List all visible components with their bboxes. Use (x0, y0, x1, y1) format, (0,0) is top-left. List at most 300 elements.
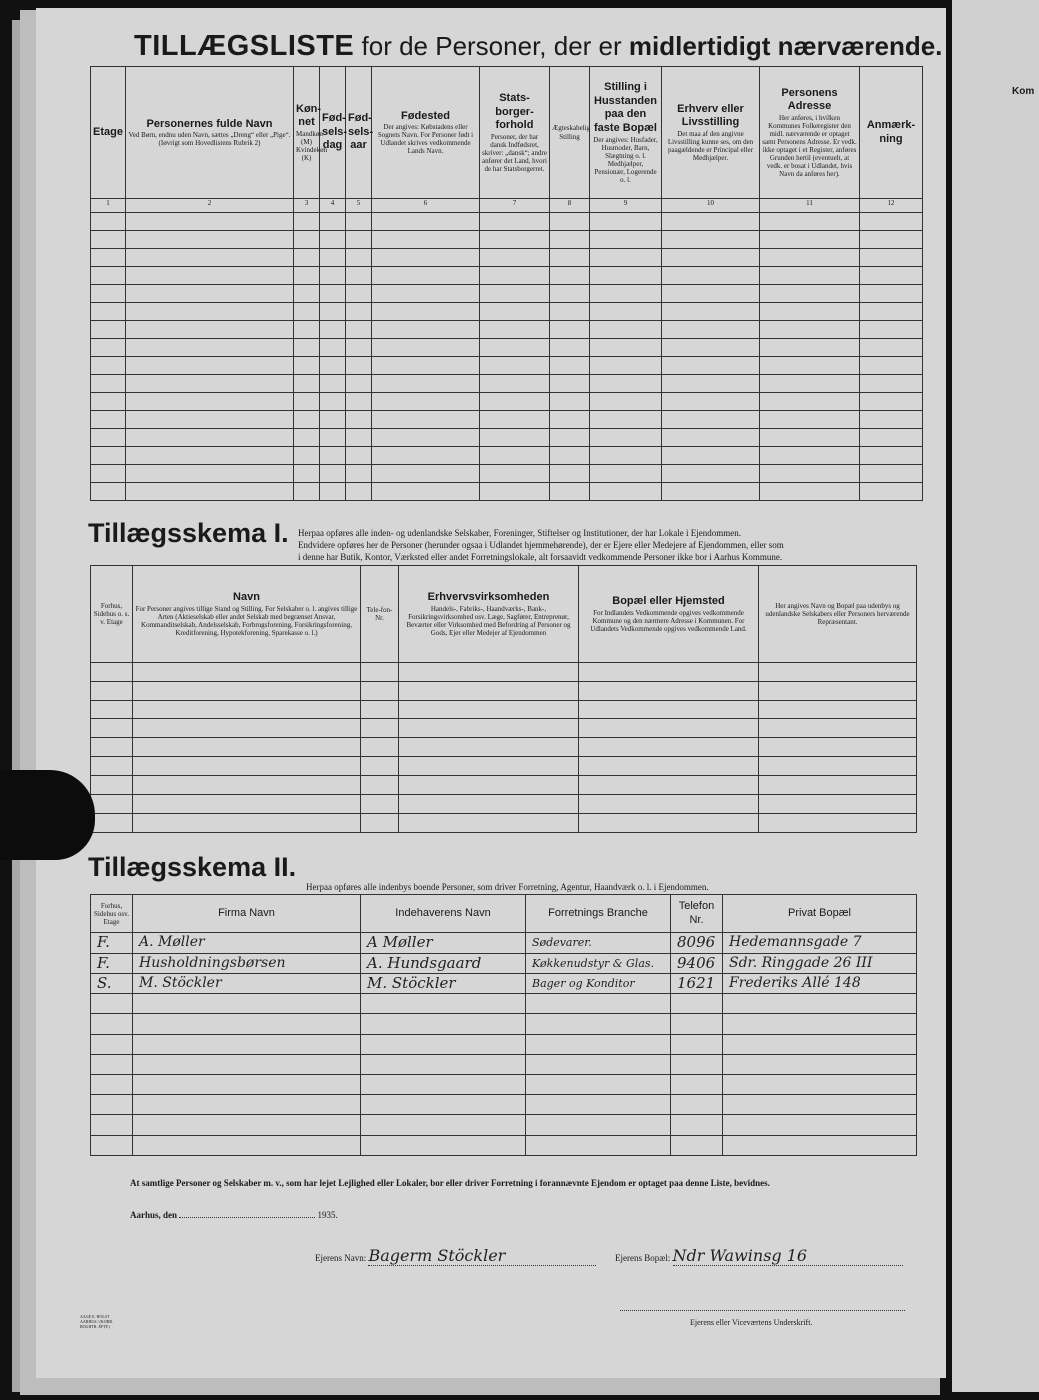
table-cell[interactable] (294, 429, 320, 447)
skema2-cell-etage[interactable] (91, 933, 133, 953)
skema1-cell[interactable] (133, 681, 361, 700)
table-cell[interactable] (346, 285, 372, 303)
table-cell[interactable] (372, 213, 480, 231)
table-cell[interactable] (91, 267, 126, 285)
table-cell[interactable] (372, 249, 480, 267)
skema1-cell[interactable] (133, 662, 361, 681)
skema1-cell[interactable] (759, 776, 917, 795)
skema2-cell-indehaver[interactable] (361, 1034, 526, 1054)
skema1-cell[interactable] (91, 813, 133, 832)
table-cell[interactable] (662, 375, 760, 393)
table-cell[interactable] (372, 285, 480, 303)
table-cell[interactable] (294, 357, 320, 375)
table-cell[interactable] (372, 447, 480, 465)
table-cell[interactable] (320, 321, 346, 339)
table-cell[interactable] (294, 303, 320, 321)
skema2-cell-etage[interactable] (91, 1034, 133, 1054)
table-cell[interactable] (550, 285, 590, 303)
table-cell[interactable] (126, 357, 294, 375)
skema2-cell-firma[interactable] (133, 1074, 361, 1094)
skema2-cell-branche[interactable] (526, 1054, 671, 1074)
skema1-cell[interactable] (579, 795, 759, 814)
table-cell[interactable] (550, 411, 590, 429)
skema2-cell-indehaver[interactable] (361, 953, 526, 973)
table-cell[interactable] (126, 447, 294, 465)
skema2-cell-firma[interactable] (133, 1014, 361, 1034)
table-cell[interactable] (480, 213, 550, 231)
skema2-cell-branche[interactable] (526, 973, 671, 993)
table-cell[interactable] (550, 231, 590, 249)
skema1-cell[interactable] (91, 738, 133, 757)
skema2-cell-telefon[interactable] (671, 933, 723, 953)
table-cell[interactable] (294, 393, 320, 411)
skema2-cell-branche[interactable] (526, 953, 671, 973)
table-cell[interactable] (372, 321, 480, 339)
table-cell[interactable] (294, 267, 320, 285)
skema2-cell-etage[interactable] (91, 1115, 133, 1135)
table-cell[interactable] (550, 483, 590, 501)
table-cell[interactable] (550, 447, 590, 465)
table-cell[interactable] (662, 483, 760, 501)
skema2-cell-firma[interactable] (133, 1034, 361, 1054)
table-cell[interactable] (346, 267, 372, 285)
skema2-cell-etage[interactable] (91, 973, 133, 993)
table-cell[interactable] (662, 321, 760, 339)
table-cell[interactable] (126, 429, 294, 447)
table-cell[interactable] (294, 483, 320, 501)
skema1-cell[interactable] (133, 776, 361, 795)
skema2-cell-indehaver[interactable] (361, 1115, 526, 1135)
table-cell[interactable] (294, 411, 320, 429)
table-cell[interactable] (860, 357, 923, 375)
table-cell[interactable] (550, 249, 590, 267)
table-cell[interactable] (126, 231, 294, 249)
table-cell[interactable] (860, 483, 923, 501)
table-cell[interactable] (126, 321, 294, 339)
skema1-cell[interactable] (759, 738, 917, 757)
skema2-cell-telefon[interactable] (671, 973, 723, 993)
skema2-cell-telefon[interactable] (671, 1034, 723, 1054)
table-cell[interactable] (662, 267, 760, 285)
table-cell[interactable] (480, 483, 550, 501)
skema2-cell-etage[interactable] (91, 994, 133, 1014)
table-cell[interactable] (860, 267, 923, 285)
skema2-cell-indehaver[interactable] (361, 1074, 526, 1094)
table-cell[interactable] (860, 285, 923, 303)
skema1-cell[interactable] (759, 813, 917, 832)
table-cell[interactable] (91, 285, 126, 303)
table-cell[interactable] (346, 303, 372, 321)
table-cell[interactable] (550, 303, 590, 321)
table-cell[interactable] (320, 249, 346, 267)
table-cell[interactable] (372, 303, 480, 321)
table-cell[interactable] (590, 357, 662, 375)
skema1-cell[interactable] (579, 681, 759, 700)
skema2-cell-branche[interactable] (526, 1014, 671, 1034)
skema1-cell[interactable] (91, 662, 133, 681)
skema2-cell-bopael[interactable] (723, 1034, 917, 1054)
table-cell[interactable] (294, 249, 320, 267)
skema2-cell-etage[interactable] (91, 1135, 133, 1155)
skema2-cell-bopael[interactable] (723, 1095, 917, 1115)
table-cell[interactable] (320, 339, 346, 357)
table-cell[interactable] (126, 393, 294, 411)
table-cell[interactable] (372, 339, 480, 357)
skema2-cell-telefon[interactable] (671, 1115, 723, 1135)
skema1-cell[interactable] (361, 738, 399, 757)
skema2-cell-indehaver[interactable] (361, 1095, 526, 1115)
table-cell[interactable] (860, 213, 923, 231)
table-cell[interactable] (126, 375, 294, 393)
table-cell[interactable] (662, 303, 760, 321)
table-cell[interactable] (662, 429, 760, 447)
table-cell[interactable] (480, 285, 550, 303)
table-cell[interactable] (91, 213, 126, 231)
table-cell[interactable] (760, 267, 860, 285)
table-cell[interactable] (294, 375, 320, 393)
table-cell[interactable] (294, 321, 320, 339)
skema2-cell-firma[interactable] (133, 1135, 361, 1155)
skema2-cell-branche[interactable] (526, 1034, 671, 1054)
table-cell[interactable] (346, 357, 372, 375)
table-cell[interactable] (760, 429, 860, 447)
table-cell[interactable] (294, 447, 320, 465)
skema1-cell[interactable] (133, 738, 361, 757)
skema1-cell[interactable] (91, 776, 133, 795)
table-cell[interactable] (294, 339, 320, 357)
table-cell[interactable] (590, 393, 662, 411)
table-cell[interactable] (760, 465, 860, 483)
skema1-cell[interactable] (133, 757, 361, 776)
table-cell[interactable] (91, 303, 126, 321)
skema2-cell-branche[interactable] (526, 994, 671, 1014)
skema2-cell-etage[interactable] (91, 1095, 133, 1115)
table-cell[interactable] (346, 465, 372, 483)
table-cell[interactable] (480, 267, 550, 285)
table-cell[interactable] (320, 483, 346, 501)
table-cell[interactable] (760, 411, 860, 429)
skema1-cell[interactable] (579, 776, 759, 795)
table-cell[interactable] (320, 393, 346, 411)
table-cell[interactable] (480, 321, 550, 339)
table-cell[interactable] (91, 411, 126, 429)
table-cell[interactable] (320, 231, 346, 249)
table-cell[interactable] (91, 321, 126, 339)
skema2-cell-bopael[interactable] (723, 1074, 917, 1094)
table-cell[interactable] (590, 213, 662, 231)
table-cell[interactable] (760, 357, 860, 375)
table-cell[interactable] (590, 321, 662, 339)
table-cell[interactable] (662, 411, 760, 429)
skema2-cell-indehaver[interactable] (361, 933, 526, 953)
table-cell[interactable] (590, 303, 662, 321)
table-cell[interactable] (320, 447, 346, 465)
skema2-cell-bopael[interactable] (723, 1115, 917, 1135)
table-cell[interactable] (91, 375, 126, 393)
table-cell[interactable] (480, 249, 550, 267)
table-cell[interactable] (550, 321, 590, 339)
skema2-cell-firma[interactable] (133, 1095, 361, 1115)
table-cell[interactable] (760, 483, 860, 501)
table-cell[interactable] (480, 429, 550, 447)
table-cell[interactable] (860, 321, 923, 339)
table-cell[interactable] (662, 285, 760, 303)
table-cell[interactable] (372, 393, 480, 411)
table-cell[interactable] (346, 411, 372, 429)
skema1-cell[interactable] (399, 681, 579, 700)
table-cell[interactable] (346, 249, 372, 267)
skema2-cell-indehaver[interactable] (361, 973, 526, 993)
table-cell[interactable] (480, 303, 550, 321)
skema1-cell[interactable] (361, 662, 399, 681)
table-cell[interactable] (550, 393, 590, 411)
table-cell[interactable] (860, 249, 923, 267)
skema2-cell-branche[interactable] (526, 933, 671, 953)
skema2-cell-bopael[interactable] (723, 973, 917, 993)
table-cell[interactable] (126, 465, 294, 483)
table-cell[interactable] (91, 339, 126, 357)
table-cell[interactable] (320, 465, 346, 483)
skema1-cell[interactable] (361, 719, 399, 738)
skema1-cell[interactable] (399, 738, 579, 757)
skema1-cell[interactable] (579, 738, 759, 757)
skema2-cell-firma[interactable] (133, 953, 361, 973)
table-cell[interactable] (860, 231, 923, 249)
table-cell[interactable] (91, 465, 126, 483)
table-cell[interactable] (760, 303, 860, 321)
table-cell[interactable] (550, 339, 590, 357)
table-cell[interactable] (662, 213, 760, 231)
table-cell[interactable] (91, 393, 126, 411)
table-cell[interactable] (480, 447, 550, 465)
skema1-cell[interactable] (399, 662, 579, 681)
skema2-cell-branche[interactable] (526, 1074, 671, 1094)
skema2-cell-telefon[interactable] (671, 1014, 723, 1034)
table-cell[interactable] (320, 357, 346, 375)
skema2-cell-telefon[interactable] (671, 1095, 723, 1115)
skema2-cell-indehaver[interactable] (361, 1135, 526, 1155)
table-cell[interactable] (346, 393, 372, 411)
table-cell[interactable] (320, 375, 346, 393)
skema1-cell[interactable] (133, 813, 361, 832)
skema1-cell[interactable] (91, 681, 133, 700)
table-cell[interactable] (590, 447, 662, 465)
table-cell[interactable] (860, 393, 923, 411)
skema2-cell-etage[interactable] (91, 1014, 133, 1034)
table-cell[interactable] (91, 447, 126, 465)
table-cell[interactable] (91, 429, 126, 447)
table-cell[interactable] (91, 357, 126, 375)
table-cell[interactable] (320, 213, 346, 231)
table-cell[interactable] (760, 213, 860, 231)
skema1-cell[interactable] (91, 757, 133, 776)
table-cell[interactable] (860, 303, 923, 321)
table-cell[interactable] (590, 375, 662, 393)
table-cell[interactable] (320, 303, 346, 321)
table-cell[interactable] (480, 339, 550, 357)
skema1-cell[interactable] (361, 813, 399, 832)
skema2-cell-telefon[interactable] (671, 1135, 723, 1155)
table-cell[interactable] (126, 411, 294, 429)
skema2-cell-firma[interactable] (133, 933, 361, 953)
skema1-cell[interactable] (399, 700, 579, 719)
table-cell[interactable] (480, 231, 550, 249)
skema1-cell[interactable] (361, 700, 399, 719)
table-cell[interactable] (372, 375, 480, 393)
table-cell[interactable] (372, 429, 480, 447)
table-cell[interactable] (550, 267, 590, 285)
table-cell[interactable] (590, 411, 662, 429)
skema1-cell[interactable] (759, 757, 917, 776)
table-cell[interactable] (550, 357, 590, 375)
table-cell[interactable] (550, 429, 590, 447)
skema2-cell-firma[interactable] (133, 1115, 361, 1135)
table-cell[interactable] (662, 339, 760, 357)
skema2-cell-etage[interactable] (91, 953, 133, 973)
table-cell[interactable] (760, 321, 860, 339)
table-cell[interactable] (126, 303, 294, 321)
skema2-cell-firma[interactable] (133, 1054, 361, 1074)
table-cell[interactable] (760, 393, 860, 411)
table-cell[interactable] (760, 231, 860, 249)
table-cell[interactable] (760, 375, 860, 393)
skema1-cell[interactable] (759, 700, 917, 719)
skema1-cell[interactable] (399, 719, 579, 738)
table-cell[interactable] (590, 285, 662, 303)
table-cell[interactable] (346, 429, 372, 447)
table-cell[interactable] (126, 213, 294, 231)
skema1-cell[interactable] (91, 795, 133, 814)
skema1-cell[interactable] (91, 719, 133, 738)
table-cell[interactable] (91, 231, 126, 249)
table-cell[interactable] (372, 411, 480, 429)
skema2-cell-bopael[interactable] (723, 1135, 917, 1155)
skema2-cell-bopael[interactable] (723, 933, 917, 953)
table-cell[interactable] (126, 339, 294, 357)
skema1-cell[interactable] (759, 681, 917, 700)
skema1-cell[interactable] (361, 795, 399, 814)
table-cell[interactable] (662, 447, 760, 465)
table-cell[interactable] (346, 213, 372, 231)
table-cell[interactable] (550, 465, 590, 483)
table-cell[interactable] (480, 375, 550, 393)
table-cell[interactable] (760, 285, 860, 303)
skema2-cell-indehaver[interactable] (361, 1014, 526, 1034)
skema2-cell-branche[interactable] (526, 1095, 671, 1115)
table-cell[interactable] (550, 213, 590, 231)
skema2-cell-bopael[interactable] (723, 1014, 917, 1034)
table-cell[interactable] (480, 411, 550, 429)
table-cell[interactable] (372, 483, 480, 501)
table-cell[interactable] (294, 213, 320, 231)
table-cell[interactable] (320, 411, 346, 429)
skema2-cell-bopael[interactable] (723, 994, 917, 1014)
table-cell[interactable] (480, 357, 550, 375)
skema1-cell[interactable] (361, 776, 399, 795)
table-cell[interactable] (126, 267, 294, 285)
table-cell[interactable] (346, 321, 372, 339)
skema1-cell[interactable] (579, 700, 759, 719)
skema2-cell-branche[interactable] (526, 1135, 671, 1155)
table-cell[interactable] (126, 483, 294, 501)
skema2-cell-bopael[interactable] (723, 953, 917, 973)
skema2-cell-firma[interactable] (133, 994, 361, 1014)
table-cell[interactable] (372, 267, 480, 285)
table-cell[interactable] (590, 267, 662, 285)
table-cell[interactable] (91, 249, 126, 267)
table-cell[interactable] (860, 447, 923, 465)
skema2-cell-indehaver[interactable] (361, 1054, 526, 1074)
table-cell[interactable] (346, 483, 372, 501)
table-cell[interactable] (91, 483, 126, 501)
skema1-cell[interactable] (759, 795, 917, 814)
table-cell[interactable] (760, 339, 860, 357)
table-cell[interactable] (662, 393, 760, 411)
table-cell[interactable] (860, 465, 923, 483)
skema1-cell[interactable] (579, 813, 759, 832)
skema1-cell[interactable] (579, 757, 759, 776)
skema1-cell[interactable] (133, 700, 361, 719)
table-cell[interactable] (346, 375, 372, 393)
skema1-cell[interactable] (399, 757, 579, 776)
table-cell[interactable] (662, 357, 760, 375)
skema2-cell-telefon[interactable] (671, 1054, 723, 1074)
table-cell[interactable] (346, 231, 372, 249)
table-cell[interactable] (320, 285, 346, 303)
table-cell[interactable] (590, 231, 662, 249)
table-cell[interactable] (346, 339, 372, 357)
skema2-cell-branche[interactable] (526, 1115, 671, 1135)
skema2-cell-telefon[interactable] (671, 994, 723, 1014)
table-cell[interactable] (590, 339, 662, 357)
skema1-cell[interactable] (399, 776, 579, 795)
table-cell[interactable] (760, 447, 860, 465)
skema2-cell-indehaver[interactable] (361, 994, 526, 1014)
table-cell[interactable] (662, 231, 760, 249)
table-cell[interactable] (550, 375, 590, 393)
skema2-cell-telefon[interactable] (671, 1074, 723, 1094)
table-cell[interactable] (590, 483, 662, 501)
skema1-cell[interactable] (361, 681, 399, 700)
table-cell[interactable] (590, 429, 662, 447)
skema2-cell-etage[interactable] (91, 1054, 133, 1074)
skema1-cell[interactable] (579, 662, 759, 681)
table-cell[interactable] (320, 429, 346, 447)
table-cell[interactable] (126, 249, 294, 267)
table-cell[interactable] (294, 465, 320, 483)
skema2-cell-telefon[interactable] (671, 953, 723, 973)
skema1-cell[interactable] (133, 795, 361, 814)
table-cell[interactable] (662, 249, 760, 267)
table-cell[interactable] (480, 465, 550, 483)
table-cell[interactable] (372, 357, 480, 375)
skema1-cell[interactable] (759, 662, 917, 681)
table-cell[interactable] (126, 285, 294, 303)
table-cell[interactable] (760, 249, 860, 267)
skema1-cell[interactable] (399, 795, 579, 814)
table-cell[interactable] (860, 429, 923, 447)
table-cell[interactable] (320, 267, 346, 285)
table-cell[interactable] (294, 285, 320, 303)
table-cell[interactable] (372, 465, 480, 483)
skema2-cell-etage[interactable] (91, 1074, 133, 1094)
skema1-cell[interactable] (579, 719, 759, 738)
skema1-cell[interactable] (399, 813, 579, 832)
table-cell[interactable] (590, 249, 662, 267)
table-cell[interactable] (372, 231, 480, 249)
table-cell[interactable] (860, 339, 923, 357)
skema2-cell-firma[interactable] (133, 973, 361, 993)
